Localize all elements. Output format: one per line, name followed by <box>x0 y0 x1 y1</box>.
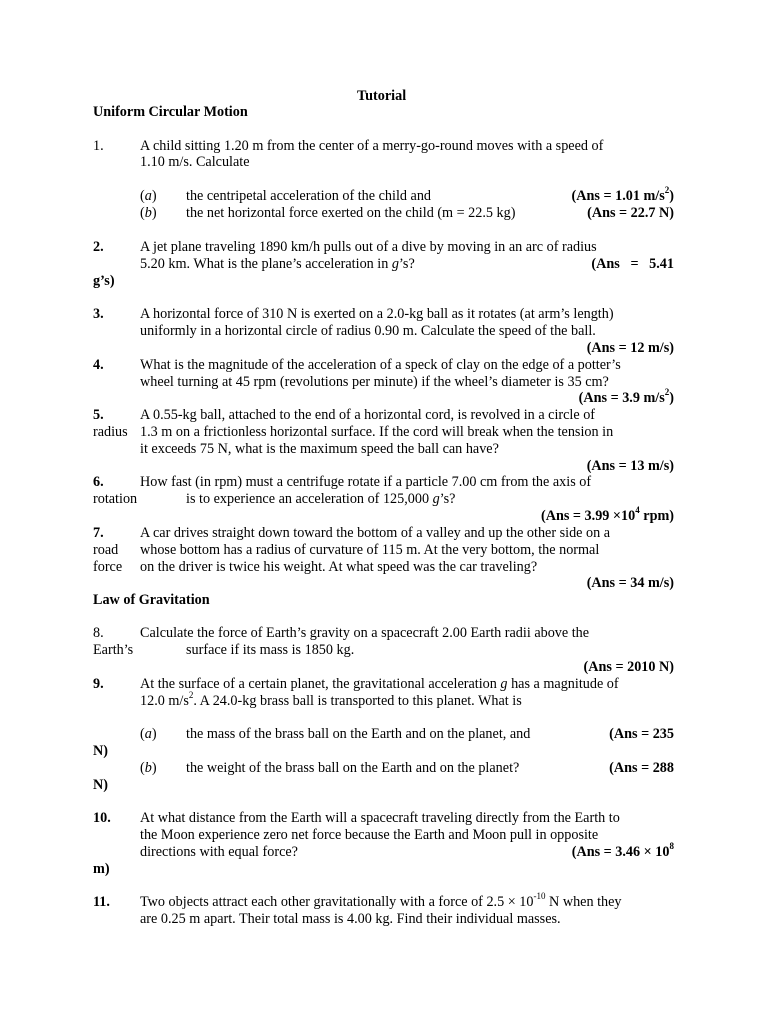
question-text: 5.20 km. What is the plane’s acceleration in g’s? <box>140 256 415 272</box>
answer: (Ans = 288 <box>609 760 674 776</box>
question-text: At the surface of a certain planet, the gravitational acceleration g has a magnitude of <box>140 676 619 692</box>
question-number: 11. <box>93 894 110 910</box>
question-number: 6. <box>93 474 104 490</box>
question-text-lead: rotation <box>93 491 138 507</box>
question-number: 10. <box>93 810 111 826</box>
question-text-lead: radius <box>93 424 128 440</box>
question-text: At what distance from the Earth will a spacecraft traveling directly from the Earth to <box>140 810 620 826</box>
question-text: Calculate the force of Earth’s gravity on a spacecraft 2.00 Earth radii above the <box>140 625 590 641</box>
question-text: is to experience an acceleration of 125,000 g’s? <box>186 491 456 507</box>
answer: (Ans = 13 m/s) <box>586 458 674 474</box>
part-label: (b) <box>140 205 157 221</box>
answer: (Ans = 12 m/s) <box>586 340 674 356</box>
question-text: A car drives straight down toward the bottom of a valley and up the other side on a <box>140 525 611 541</box>
question-number: 2. <box>93 239 104 255</box>
part-text: the net horizontal force exerted on the child (m = 22.5 kg) <box>186 205 516 221</box>
question-number: 7. <box>93 525 104 541</box>
answer: (Ans = 235 <box>609 726 674 742</box>
question-text: How fast (in rpm) must a centrifuge rotate if a particle 7.00 cm from the axis of <box>140 474 592 490</box>
answer: (Ans = 1.01 $m/s^2$) <box>571 185 674 204</box>
answer: (Ans = 3.9 $m/s^2$) <box>578 387 674 406</box>
question-text: uniformly in a horizontal circle of radius 0.90 m. Calculate the speed of the ball. <box>140 323 596 339</box>
answer: (Ans = 22.7 N) <box>587 205 674 221</box>
question-text: are 0.25 m apart. Their total mass is 4.00 kg. Find their individual masses. <box>140 911 561 927</box>
question-text: A horizontal force of 310 N is exerted on a 2.0-kg ball as it rotates (at arm’s length) <box>140 306 614 322</box>
answer: ($Ans = 3.99 \times 10^4$ rpm) <box>541 505 674 524</box>
answer-continued: N) <box>93 777 108 793</box>
part-text: the mass of the brass ball on the Earth and on the planet, and <box>186 726 531 742</box>
question-text: A jet plane traveling 1890 km/h pulls out of a dive by moving in an arc of radius <box>140 239 597 255</box>
question-text: the Moon experience zero net force because the Earth and Moon pull in opposite <box>140 827 599 843</box>
question-text: A child sitting 1.20 m from the center of a merry-go-round moves with a speed of <box>140 138 604 154</box>
question-text-lead: force <box>93 559 123 575</box>
part-text: the weight of the brass ball on the Earth and on the planet? <box>186 760 520 776</box>
answer: (Ans = 2010 N) <box>583 659 674 675</box>
question-number: 9. <box>93 676 104 692</box>
answer-continued: m) <box>93 861 110 877</box>
question-text: 1.3 m on a frictionless horizontal surface. If the cord will break when the tension in <box>140 424 614 440</box>
part-label: (a) <box>140 726 157 742</box>
question-text: 1.10 m/s. Calculate <box>140 154 250 170</box>
question-text: surface if its mass is 1850 kg. <box>186 642 355 658</box>
question-text-lead: Earth’s <box>93 642 134 658</box>
section-heading-gravitation: Law of Gravitation <box>93 592 210 608</box>
question-text: it exceeds 75 N, what is the maximum speed the ball can have? <box>140 441 499 457</box>
part-label: (a) <box>140 188 157 204</box>
answer-continued: N) <box>93 743 108 759</box>
question-text: A 0.55-kg ball, attached to the end of a horizontal cord, is revolved in a circle of <box>140 407 596 423</box>
question-text: wheel turning at 45 rpm (revolutions per minute) if the wheel’s diameter is 35 cm? <box>140 374 609 390</box>
question-text: directions with equal force? <box>140 844 298 860</box>
answer: (Ans = 34 m/s) <box>586 575 674 591</box>
part-label: (b) <box>140 760 157 776</box>
section-heading-circular-motion: Uniform Circular Motion <box>93 104 248 120</box>
question-text: on the driver is twice his weight. At what speed was the car traveling? <box>140 559 538 575</box>
question-text-lead: road <box>93 542 119 558</box>
question-text: 12.0 $m/s^2$. A 24.0-kg brass ball is transported to this planet. What is <box>140 690 522 709</box>
answer: (Ans = 5.41 <box>591 256 674 272</box>
part-text: the centripetal acceleration of the child and <box>186 188 432 204</box>
question-number: 5. <box>93 407 104 423</box>
question-text: What is the magnitude of the acceleration of a speck of clay on the edge of a potter’s <box>140 357 621 373</box>
page-title: Tutorial <box>357 88 407 104</box>
question-number: 3. <box>93 306 104 322</box>
answer-continued: g’s) <box>93 273 115 289</box>
question-number: 4. <box>93 357 104 373</box>
question-text: Two objects attract each other gravitationally with a force of $2.5 \times 10^{-10}$ N when they <box>140 891 622 910</box>
question-text: whose bottom has a radius of curvature of 115 m. At the very bottom, the normal <box>140 542 600 558</box>
answer: ($Ans = 3.46 \times 10^8$ <box>571 841 674 860</box>
question-number: 8. <box>93 625 104 641</box>
question-number: 1. <box>93 138 104 154</box>
